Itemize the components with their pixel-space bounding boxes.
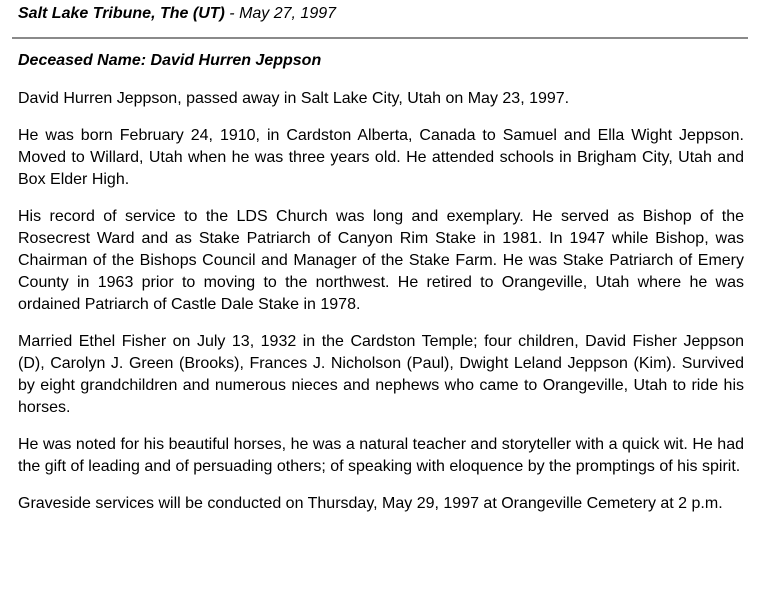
obituary-paragraph: Graveside services will be conducted on Thursday, May 29, 1997 at Orangeville Cemetery at 2 p.m.	[18, 495, 723, 512]
header-divider	[12, 37, 748, 39]
obituary-paragraph: Married Ethel Fisher on July 13, 1932 in the Cardston Temple; four children, David Fisher Jeppson (D), Carolyn J. Green (Brooks), Frances J. Nicholson (Paul), Dwight Leland Jeppson (Kim). Survived by eight grandchildren and numerous nieces and nephews who came to Orangeville, Utah to ride his horses.	[18, 333, 744, 416]
header-separator: -	[224, 5, 240, 22]
deceased-name: Deceased Name: David Hurren Jeppson	[18, 52, 322, 69]
obituary-paragraph: He was born February 24, 1910, in Cardston Alberta, Canada to Samuel and Ella Wight Jeppson. Moved to Willard, Utah when he was three years old. He attended schools in Brigham City, Utah and Box Elder High.	[18, 127, 744, 188]
publication-date: May 27, 1997	[239, 5, 337, 22]
obituary-paragraph: He was noted for his beautiful horses, he was a natural teacher and storyteller with a quick wit. He had the gift of leading and of persuading others; of speaking with eloquence by the promptings of his spirit.	[18, 436, 744, 475]
obituary-body	[18, 50, 744, 530]
obituary-paragraph: David Hurren Jeppson, passed away in Salt Lake City, Utah on May 23, 1997.	[18, 90, 570, 107]
obituary-paragraph: His record of service to the LDS Church was long and exemplary. He served as Bishop of the Rosecrest Ward and as Stake Patriarch of Canyon Rim Stake in 1981. In 1947 while Bishop, was Chairman of the Bishops Council and Manager of the Stake Farm. He was Stake Patriarch of Emery County in 1963 prior to moving to the northwest. He retired to Orangeville, Utah where he was ordained Patriarch of Castle Dale Stake in 1978.	[18, 208, 744, 313]
publication-name: Salt Lake Tribune, The (UT)	[18, 5, 225, 22]
article-header	[18, 5, 336, 23]
